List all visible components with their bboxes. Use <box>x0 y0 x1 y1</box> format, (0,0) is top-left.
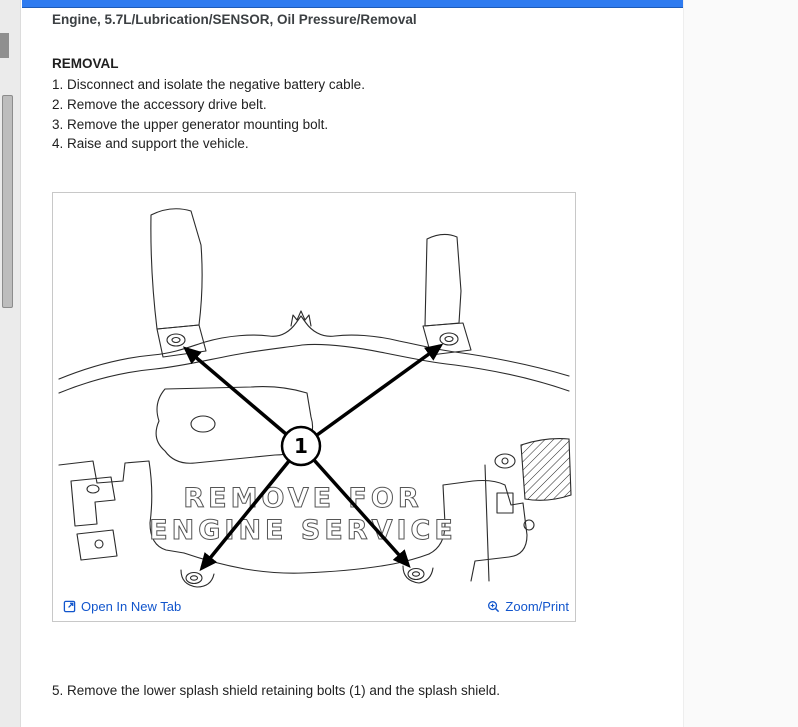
page-header-bar <box>22 0 683 8</box>
step-3: 3. Remove the upper generator mounting bolt. <box>52 116 329 132</box>
procedure-steps <box>52 75 365 154</box>
bolt-upper-right <box>440 333 458 345</box>
bolt-upper-left <box>167 334 185 346</box>
underbody-diagram <box>53 193 575 591</box>
zoom-print-link[interactable] <box>487 599 569 614</box>
section-heading: REMOVAL <box>52 56 119 71</box>
diagram-caption-line1: REMOVE FOR <box>183 483 423 514</box>
open-in-new-tab-icon <box>63 600 76 613</box>
scrollbar-thumb[interactable] <box>2 95 13 308</box>
hatched-area <box>521 439 571 501</box>
zoom-print-label: Zoom/Print <box>505 599 569 614</box>
zoom-icon <box>487 600 500 613</box>
scrollbar-mark <box>0 33 9 58</box>
step-1: 1. Disconnect and isolate the negative battery cable. <box>52 77 365 92</box>
figure-frame <box>52 192 576 622</box>
right-gutter <box>683 0 798 727</box>
step-2: 2. Remove the accessory drive belt. <box>52 96 267 112</box>
figure-links-row <box>63 599 569 614</box>
step-4: 4. Raise and support the vehicle. <box>52 136 249 152</box>
step-5: 5. Remove the lower splash shield retaining bolts (1) and the splash shield. <box>52 683 500 698</box>
bolt-lower-right <box>408 569 424 580</box>
bolt-lower-left <box>186 573 202 584</box>
open-in-new-tab-label: Open In New Tab <box>81 599 182 614</box>
callout-number: 1 <box>294 434 308 458</box>
diagram-caption-line2: ENGINE SERVICE <box>149 515 457 546</box>
breadcrumb: Engine, 5.7L/Lubrication/SENSOR, Oil Pressure/Removal <box>52 12 417 27</box>
open-in-new-tab-link[interactable] <box>63 599 181 614</box>
left-scrollbar-track[interactable] <box>0 0 21 727</box>
